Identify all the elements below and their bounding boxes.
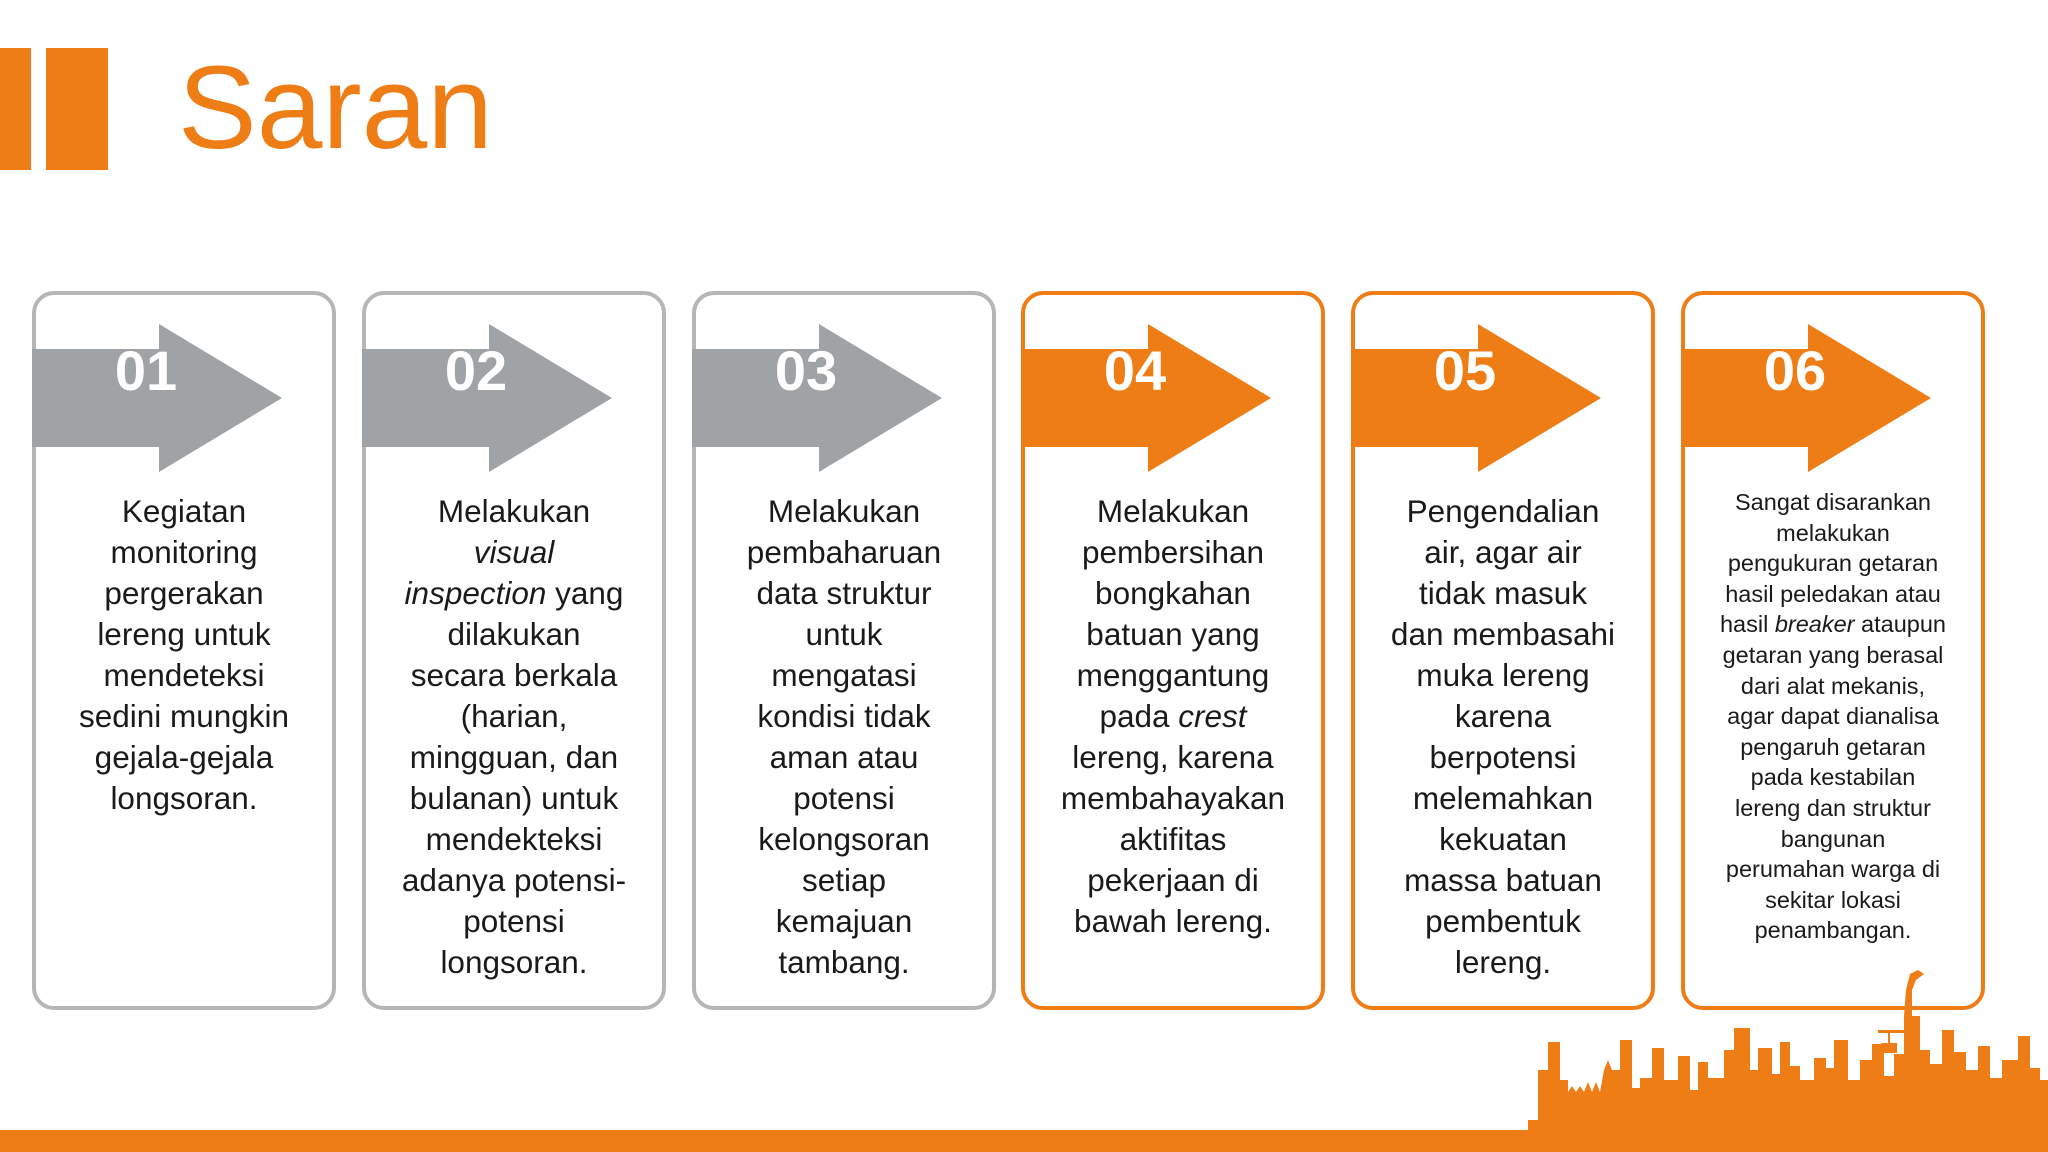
text-segment: pada xyxy=(1099,698,1179,734)
text-line xyxy=(706,573,982,614)
text-line xyxy=(1695,762,1971,793)
text-line xyxy=(706,491,982,532)
step-number: 04 xyxy=(1103,339,1167,402)
text-line xyxy=(1365,614,1641,655)
text-segment: melakukan xyxy=(1776,519,1890,546)
text-line xyxy=(1035,573,1311,614)
text-segment: potensi xyxy=(463,903,565,939)
text-line xyxy=(46,532,322,573)
text-line xyxy=(1695,548,1971,579)
text-segment: pembaharuan xyxy=(746,534,942,570)
text-line xyxy=(1035,778,1311,819)
suggestion-text xyxy=(1695,487,1971,946)
text-segment: hasil xyxy=(1719,611,1775,638)
text-line xyxy=(1695,579,1971,610)
text-line xyxy=(376,942,652,983)
text-segment: bangunan xyxy=(1780,825,1886,852)
italic-term: inspection xyxy=(404,575,547,611)
text-line xyxy=(46,655,322,696)
text-line xyxy=(46,491,322,532)
text-line xyxy=(1365,532,1641,573)
text-line xyxy=(706,778,982,819)
step-number: 05 xyxy=(1433,339,1497,402)
text-line xyxy=(1365,860,1641,901)
text-segment: lereng. xyxy=(1454,944,1552,980)
text-segment: pergerakan xyxy=(104,575,264,611)
suggestion-card-02 xyxy=(362,291,666,1010)
text-line xyxy=(706,532,982,573)
text-line xyxy=(1035,860,1311,901)
text-segment: kelongsoran xyxy=(758,821,930,857)
text-line xyxy=(706,614,982,655)
text-line xyxy=(1035,696,1311,737)
text-line xyxy=(46,614,322,655)
text-segment: yang xyxy=(546,575,624,611)
text-segment: penambangan. xyxy=(1754,917,1912,944)
suggestion-text xyxy=(706,491,982,983)
text-line xyxy=(376,696,652,737)
italic-term: breaker xyxy=(1774,611,1855,638)
suggestion-card-06 xyxy=(1681,291,1985,1010)
text-segment: mendekteksi xyxy=(425,821,603,857)
step-number: 06 xyxy=(1763,339,1827,402)
text-segment: dari alat mekanis, xyxy=(1740,672,1926,699)
text-segment: Melakukan xyxy=(437,493,591,529)
text-line xyxy=(1035,614,1311,655)
text-line xyxy=(376,491,652,532)
text-line xyxy=(1695,609,1971,640)
city-skyline-crane-icon xyxy=(1528,970,2048,1132)
text-line xyxy=(1365,778,1641,819)
text-line xyxy=(706,942,982,983)
text-segment: pada kestabilan xyxy=(1750,764,1916,791)
text-line xyxy=(706,819,982,860)
text-line xyxy=(1365,901,1641,942)
text-segment: getaran yang berasal xyxy=(1722,641,1944,668)
text-segment: tidak masuk xyxy=(1418,575,1588,611)
text-segment: Melakukan xyxy=(767,493,921,529)
text-line xyxy=(1365,491,1641,532)
text-line xyxy=(1365,696,1641,737)
text-segment: dan membasahi xyxy=(1390,616,1616,652)
text-segment: kekuatan xyxy=(1439,821,1567,857)
step-number: 01 xyxy=(114,339,178,402)
text-segment: ataupun xyxy=(1854,611,1947,638)
text-segment: lereng dan struktur xyxy=(1735,794,1931,821)
footer-accent-line xyxy=(0,1130,2048,1152)
text-line xyxy=(376,532,652,573)
suggestion-card-05 xyxy=(1351,291,1655,1010)
step-number: 03 xyxy=(774,339,838,402)
text-line xyxy=(376,860,652,901)
text-segment: (harian, xyxy=(460,698,568,734)
text-segment: kemajuan xyxy=(775,903,913,939)
suggestion-card-01 xyxy=(32,291,336,1010)
text-segment: agar dapat dianalisa xyxy=(1727,703,1939,730)
text-segment: massa batuan xyxy=(1404,862,1602,898)
text-line xyxy=(1035,532,1311,573)
text-segment: Melakukan xyxy=(1096,493,1250,529)
title-accent-bar-right xyxy=(46,48,108,170)
text-line xyxy=(1365,819,1641,860)
text-segment: untuk xyxy=(805,616,883,652)
text-segment: gejala-gejala xyxy=(94,739,274,775)
text-line xyxy=(1035,655,1311,696)
text-line xyxy=(1035,491,1311,532)
text-line xyxy=(1695,640,1971,671)
text-segment: melemahkan xyxy=(1412,780,1594,816)
text-line xyxy=(1695,885,1971,916)
text-segment: bawah lereng. xyxy=(1074,903,1272,939)
text-line xyxy=(376,901,652,942)
suggestion-card-04 xyxy=(1021,291,1325,1010)
text-line xyxy=(706,901,982,942)
text-segment: dilakukan xyxy=(447,616,581,652)
text-segment: batuan yang xyxy=(1086,616,1260,652)
text-segment: muka lereng xyxy=(1416,657,1590,693)
title-accent-bar-left xyxy=(0,48,31,170)
page-title: Saran xyxy=(178,42,493,174)
text-line xyxy=(46,696,322,737)
text-segment: aktifitas xyxy=(1119,821,1227,857)
text-segment: lereng untuk xyxy=(97,616,271,652)
text-line xyxy=(706,860,982,901)
text-line xyxy=(1035,901,1311,942)
text-segment: bongkahan xyxy=(1095,575,1251,611)
text-segment: air, agar air xyxy=(1424,534,1582,570)
text-segment: longsoran. xyxy=(440,944,588,980)
text-line xyxy=(1365,573,1641,614)
text-line xyxy=(706,737,982,778)
text-segment: sedini mungkin xyxy=(78,698,290,734)
text-line xyxy=(1695,915,1971,946)
text-segment: bulanan) untuk xyxy=(409,780,619,816)
text-segment: pembersihan xyxy=(1081,534,1265,570)
text-line xyxy=(376,655,652,696)
step-number: 02 xyxy=(444,339,508,402)
text-segment: berpotensi xyxy=(1429,739,1577,775)
text-segment: perumahan warga di xyxy=(1725,856,1941,883)
text-line xyxy=(376,614,652,655)
text-segment: pembentuk xyxy=(1425,903,1581,939)
text-segment: Kegiatan xyxy=(121,493,247,529)
text-segment: menggantung xyxy=(1076,657,1270,693)
text-line xyxy=(46,573,322,614)
text-segment: pekerjaan di xyxy=(1087,862,1259,898)
text-segment: sekitar lokasi xyxy=(1765,886,1901,913)
text-segment: membahayakan xyxy=(1060,780,1286,816)
text-line xyxy=(1365,737,1641,778)
text-segment: adanya potensi- xyxy=(401,862,627,898)
text-line xyxy=(1695,487,1971,518)
text-segment: mengatasi xyxy=(771,657,917,693)
suggestion-text xyxy=(1035,491,1311,942)
text-segment: monitoring xyxy=(110,534,258,570)
suggestion-text xyxy=(1365,491,1641,983)
text-line xyxy=(1695,824,1971,855)
text-segment: setiap xyxy=(801,862,887,898)
text-line xyxy=(1695,671,1971,702)
text-line xyxy=(46,737,322,778)
text-line xyxy=(706,655,982,696)
text-segment: pengaruh getaran xyxy=(1740,733,1926,760)
text-segment: kondisi tidak xyxy=(757,698,931,734)
text-line xyxy=(376,573,652,614)
text-segment: karena xyxy=(1454,698,1552,734)
text-segment: Pengendalian xyxy=(1406,493,1600,529)
text-segment: mingguan, dan xyxy=(409,739,619,775)
text-line xyxy=(1035,819,1311,860)
text-segment: hasil peledakan atau xyxy=(1725,580,1941,607)
text-line xyxy=(1695,793,1971,824)
text-segment: Sangat disarankan xyxy=(1735,489,1931,515)
suggestion-card-03 xyxy=(692,291,996,1010)
text-segment: secara berkala xyxy=(410,657,618,693)
text-segment: pengukuran getaran xyxy=(1727,550,1939,577)
suggestion-text xyxy=(376,491,652,983)
suggestion-text xyxy=(46,491,322,819)
text-line xyxy=(376,819,652,860)
text-line xyxy=(376,737,652,778)
text-line xyxy=(1035,737,1311,778)
text-line xyxy=(376,778,652,819)
text-line xyxy=(1695,518,1971,549)
text-segment: data struktur xyxy=(756,575,932,611)
text-line xyxy=(706,696,982,737)
text-segment: longsoran. xyxy=(110,780,258,816)
text-line xyxy=(46,778,322,819)
text-line xyxy=(1695,732,1971,763)
text-line xyxy=(1695,854,1971,885)
text-segment: mendeteksi xyxy=(103,657,265,693)
text-segment: tambang. xyxy=(778,944,910,980)
text-segment: aman atau xyxy=(769,739,919,775)
text-segment: lereng, karena xyxy=(1072,739,1274,775)
italic-term: visual xyxy=(473,534,555,570)
text-line xyxy=(1365,655,1641,696)
italic-term: crest xyxy=(1178,698,1247,734)
text-segment: potensi xyxy=(793,780,895,816)
text-line xyxy=(1695,701,1971,732)
